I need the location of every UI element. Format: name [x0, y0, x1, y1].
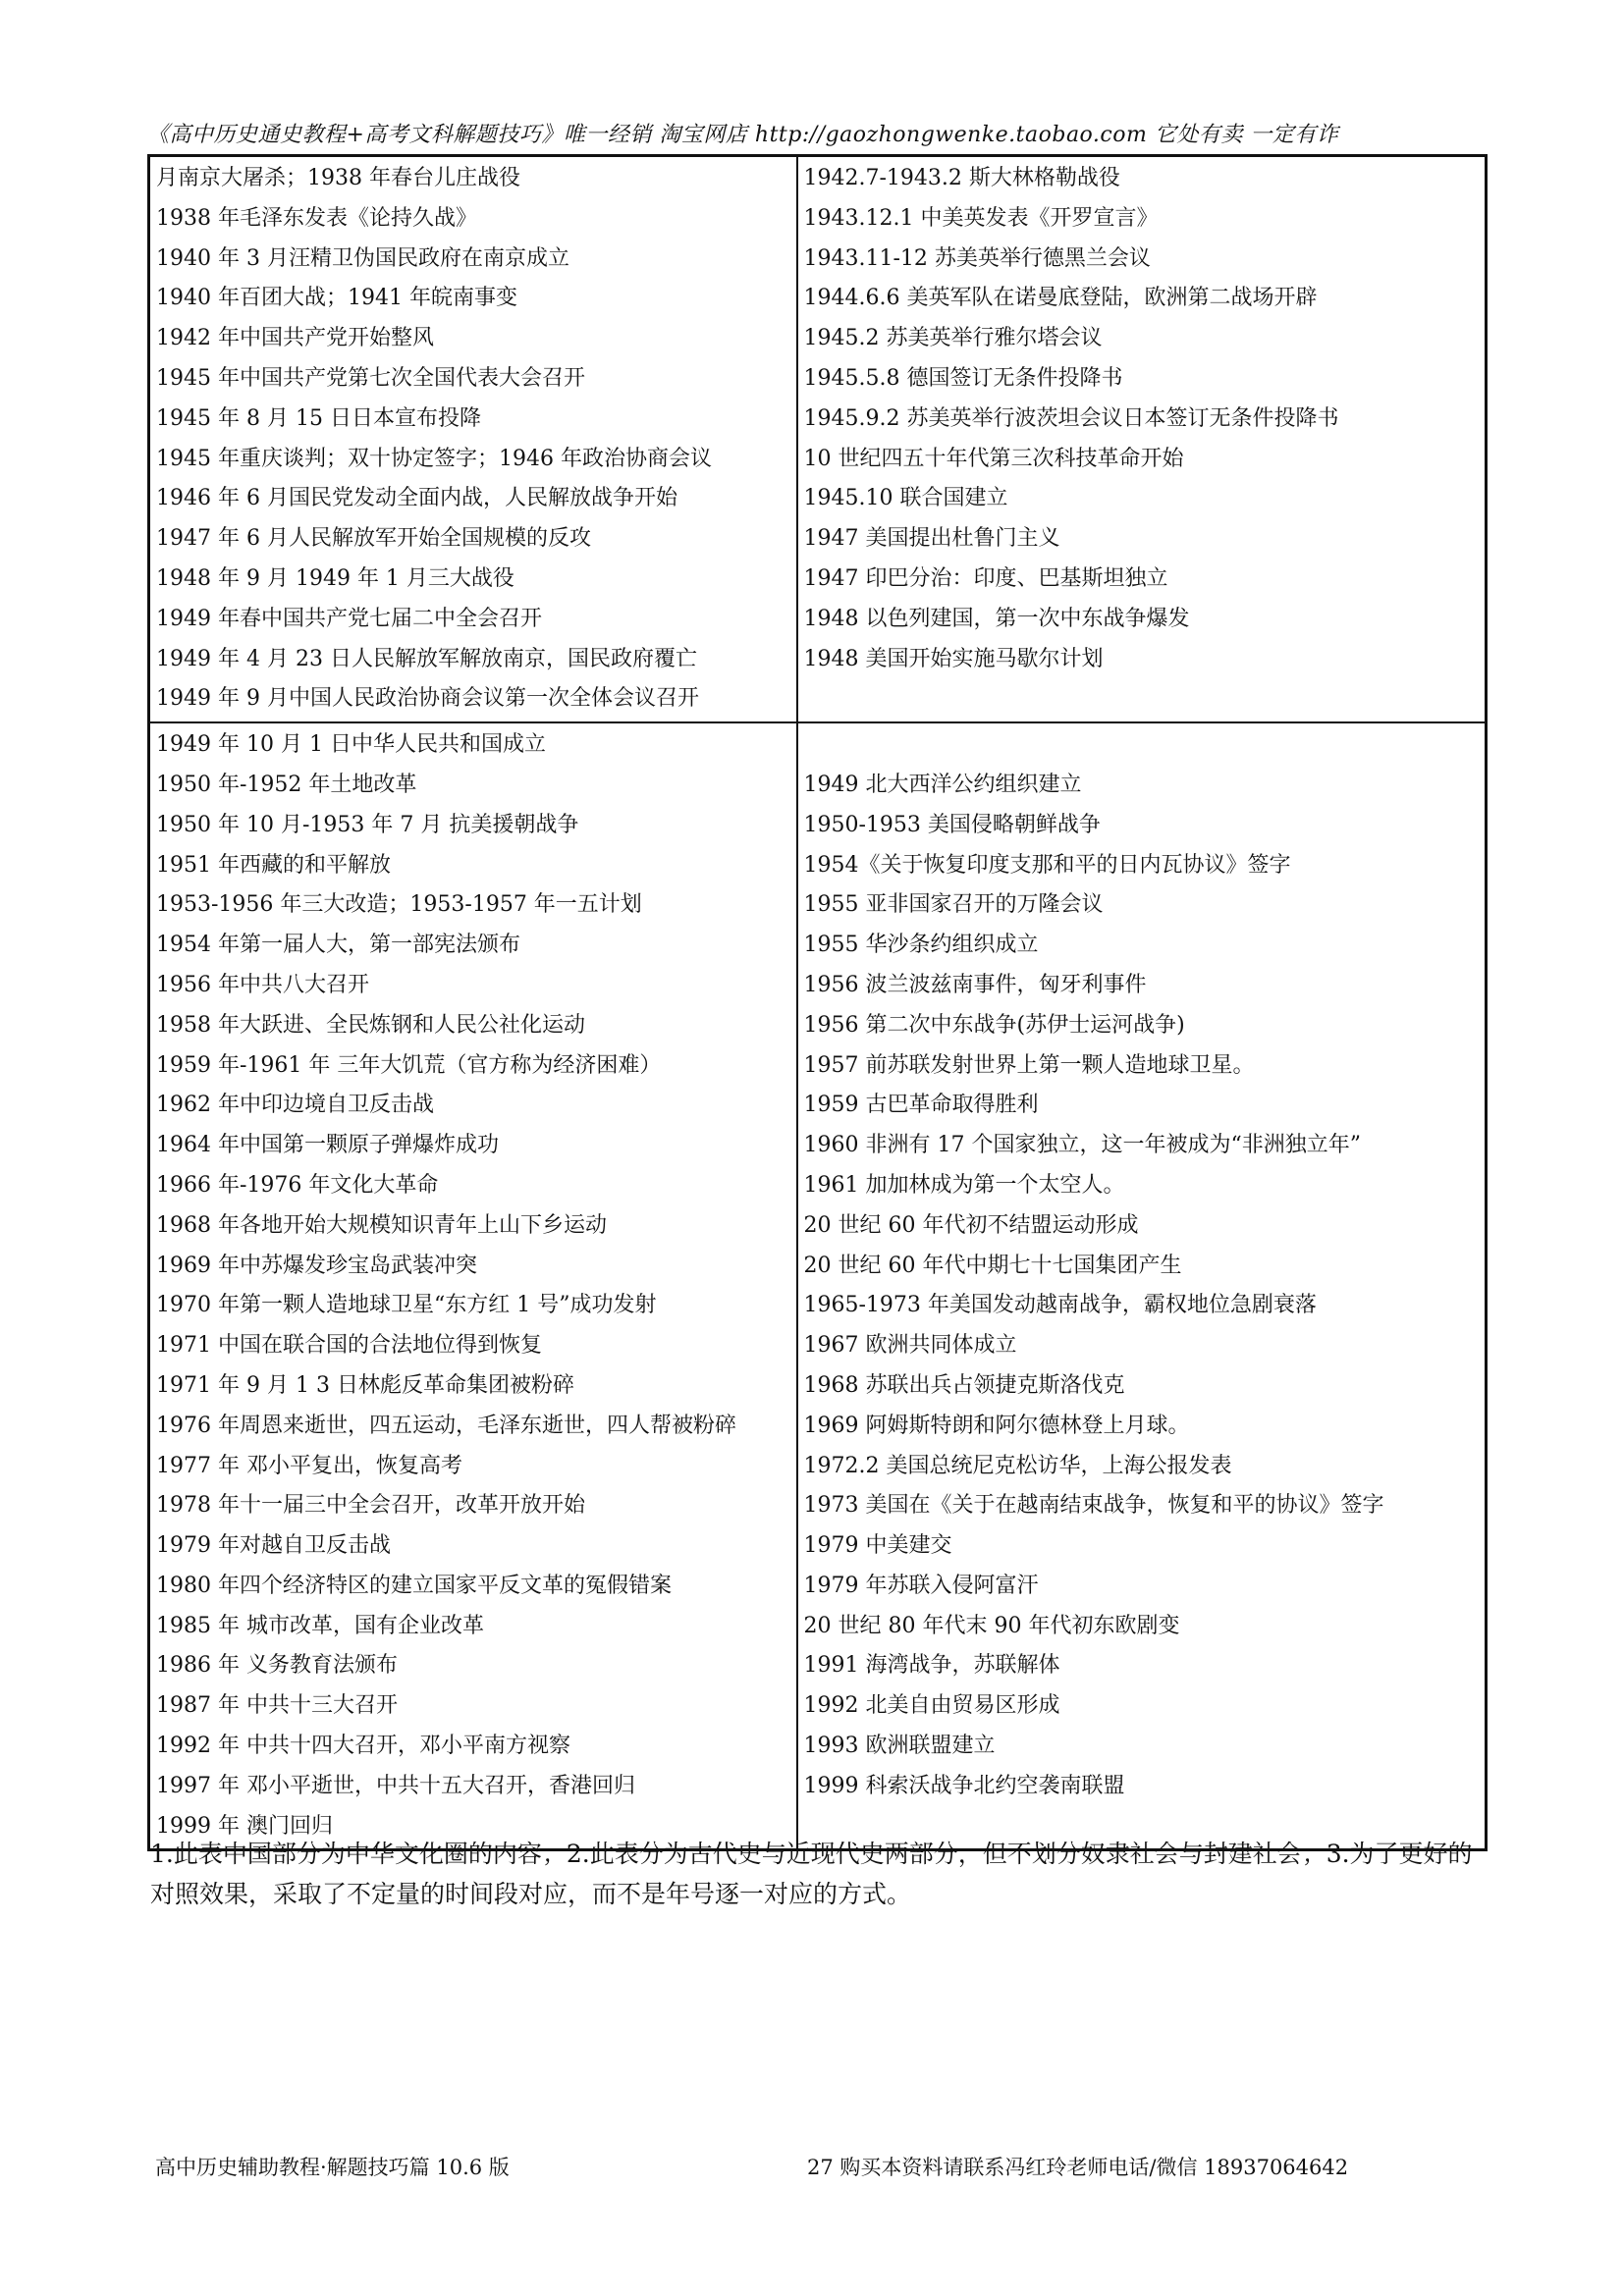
china-event: 1986 年 义务教育法颁布	[156, 1653, 398, 1679]
world-event: 1979 年苏联入侵阿富汗	[803, 1573, 1039, 1598]
china-event: 1976 年周恩来逝世，四五运动，毛泽东逝世，四人帮被粉碎	[156, 1413, 736, 1438]
world-event: 1948 美国开始实施马歇尔计划	[803, 646, 1104, 671]
world-event: 1949 北大西洋公约组织建立	[803, 772, 1082, 797]
world-event: 1956 第二次中东战争(苏伊士运河战争)	[803, 1012, 1185, 1038]
china-event: 1940 年 3 月汪精卫伪国民政府在南京成立	[156, 245, 569, 271]
world-event: 1957 前苏联发射世界上第一颗人造地球卫星。	[803, 1052, 1255, 1078]
china-event: 1949 年春中国共产党七届二中全会召开	[156, 606, 542, 631]
china-event: 1978 年十一届三中全会召开，改革开放开始	[156, 1493, 585, 1519]
world-event: 1999 科索沃战争北约空袭南联盟	[803, 1773, 1125, 1798]
world-event: 1945.10 联合国建立	[803, 486, 1008, 511]
table-footnote: 1.此表中国部分为中华文化圈的内容；2.此表分为古代史与近现代史两部分，但不划分奴隶社会与封建社会；3.为了更好的对照效果，采取了不定量的时间段对应，而不是年号逐一对应的方式。	[150, 1840, 1473, 1908]
china-event: 1962 年中印边境自卫反击战	[156, 1093, 434, 1118]
china-event: 1950 年 10 月-1953 年 7 月 抗美援朝战争	[156, 812, 579, 837]
world-event: 1944.6.6 美英军队在诺曼底登陆，欧洲第二战场开辟	[803, 286, 1318, 311]
china-event: 1992 年 中共十四大召开，邓小平南方视察	[156, 1734, 570, 1759]
world-event: 1942.7-1943.2 斯大林格勒战役	[803, 166, 1120, 190]
footer-book-title: 高中历史辅助教程·解题技巧篇 10.6 版	[155, 2156, 510, 2179]
china-event: 1964 年中国第一颗原子弹爆炸成功	[156, 1133, 499, 1158]
world-event: 1955 亚非国家召开的万隆会议	[803, 892, 1104, 918]
china-event: 1945 年中国共产党第七次全国代表大会召开	[156, 365, 585, 391]
world-event: 1979 中美建交	[803, 1533, 952, 1559]
world-event: 1945.2 苏美英举行雅尔塔会议	[803, 326, 1103, 351]
world-event: 1992 北美自由贸易区形成	[803, 1693, 1060, 1719]
china-column-cell	[149, 722, 797, 1850]
world-event: 20 世纪 60 年代初不结盟运动形成	[803, 1212, 1139, 1238]
table-row	[149, 156, 1487, 723]
world-event: 1993 欧洲联盟建立	[803, 1734, 996, 1759]
china-event: 1954 年第一届人大，第一部宪法颁布	[156, 933, 520, 958]
china-event: 1979 年对越自卫反击战	[156, 1533, 391, 1559]
world-event: 1956 波兰波兹南事件，匈牙利事件	[803, 972, 1147, 997]
world-event: 20 世纪 80 年代末 90 年代初东欧剧变	[803, 1613, 1180, 1638]
china-event: 1940 年百团大战；1941 年皖南事变	[156, 286, 517, 311]
china-event: 1945 年重庆谈判；双十协定签字；1946 年政治协商会议	[156, 446, 712, 471]
china-event: 1942 年中国共产党开始整风	[156, 326, 434, 351]
china-event: 1945 年 8 月 15 日日本宣布投降	[156, 405, 481, 431]
china-event: 1951 年西藏的和平解放	[156, 852, 391, 878]
china-event: 1971 中国在联合国的合法地位得到恢复	[156, 1333, 542, 1359]
china-event: 1987 年 中共十三大召开	[156, 1693, 398, 1719]
china-event: 1956 年中共八大召开	[156, 972, 369, 997]
timeline-table	[147, 154, 1488, 1851]
china-event: 1947 年 6 月人民解放军开始全国规模的反攻	[156, 526, 591, 552]
world-event: 1955 华沙条约组织成立	[803, 933, 1039, 958]
china-event: 1948 年 9 月 1949 年 1 月三大战役	[156, 565, 514, 591]
world-event: 1968 苏联出兵占领捷克斯洛伐克	[803, 1372, 1125, 1398]
world-event: 1991 海湾战争，苏联解体	[803, 1653, 1060, 1679]
china-event: 1950 年-1952 年土地改革	[156, 772, 417, 797]
table-row	[149, 722, 1487, 1850]
china-event: 1938 年毛泽东发表《论持久战》	[156, 205, 477, 231]
world-event: 1973 美国在《关于在越南结束战争，恢复和平的协议》签字	[803, 1493, 1384, 1519]
world-event: 1954《关于恢复印度支那和平的日内瓦协议》签字	[803, 852, 1291, 878]
china-event: 1985 年 城市改革，国有企业改革	[156, 1613, 484, 1638]
world-event: 1945.9.2 苏美英举行波茨坦会议日本签订无条件投降书	[803, 405, 1339, 431]
world-event: 1943.12.1 中美英发表《开罗宣言》	[803, 205, 1159, 231]
china-event: 1966 年-1976 年文化大革命	[156, 1172, 439, 1198]
world-column-cell	[797, 722, 1487, 1850]
world-column-cell	[797, 156, 1487, 723]
china-event: 月南京大屠杀；1938 年春台儿庄战役	[156, 166, 520, 190]
world-event: 1948 以色列建国，第一次中东战争爆发	[803, 606, 1190, 631]
world-event: 1950-1953 美国侵略朝鲜战争	[803, 812, 1101, 837]
world-event: 1961 加加林成为第一个太空人。	[803, 1172, 1125, 1198]
world-event: 1959 古巴革命取得胜利	[803, 1093, 1039, 1118]
china-event: 1999 年 澳门回归	[156, 1813, 333, 1839]
world-event	[804, 725, 1480, 766]
page-header: 《高中历史通史教程+高考文科解题技巧》唯一经销 淘宝网店 http://gaozhongwenke.taobao.com 它处有卖 一定有诈	[147, 123, 1339, 147]
china-event: 1971 年 9 月 1 3 日林彪反革命集团被粉碎	[156, 1372, 574, 1398]
world-event: 20 世纪 60 年代中期七十七国集团产生	[803, 1253, 1182, 1278]
world-event: 1947 印巴分治：印度、巴基斯坦独立	[803, 565, 1168, 591]
world-event: 1947 美国提出杜鲁门主义	[803, 526, 1060, 552]
world-event: 1969 阿姆斯特朗和阿尔德林登上月球。	[803, 1413, 1190, 1438]
china-event: 1970 年第一颗人造地球卫星“东方红 1 号”成功发射	[156, 1293, 657, 1318]
world-event: 1965-1973 年美国发动越南战争，霸权地位急剧衰落	[803, 1293, 1317, 1318]
footer-page-contact: 27 购买本资料请联系冯红玲老师电话/微信 18937064642	[807, 2156, 1349, 2179]
world-event: 1972.2 美国总统尼克松访华，上海公报发表	[803, 1453, 1232, 1478]
china-event: 1946 年 6 月国民党发动全面内战，人民解放战争开始	[156, 486, 677, 511]
china-event: 1968 年各地开始大规模知识青年上山下乡运动	[156, 1212, 607, 1238]
china-event: 1997 年 邓小平逝世，中共十五大召开，香港回归	[156, 1773, 635, 1798]
china-event: 1958 年大跃进、全民炼钢和人民公社化运动	[156, 1012, 585, 1038]
world-event: 1945.5.8 德国签订无条件投降书	[803, 365, 1123, 391]
world-event: 1967 欧洲共同体成立	[803, 1333, 1017, 1359]
china-event: 1977 年 邓小平复出，恢复高考	[156, 1453, 462, 1478]
world-event: 1960 非洲有 17 个国家独立，这一年被成为“非洲独立年”	[803, 1133, 1361, 1158]
china-column-cell	[149, 156, 797, 723]
china-event: 1949 年 4 月 23 日人民解放军解放南京，国民政府覆亡	[156, 646, 697, 671]
china-event: 1969 年中苏爆发珍宝岛武装冲突	[156, 1253, 477, 1278]
china-event: 1959 年-1961 年 三年大饥荒（官方称为经济困难）	[156, 1052, 662, 1078]
china-event: 1980 年四个经济特区的建立国家平反文革的冤假错案	[156, 1573, 672, 1598]
world-event: 1943.11-12 苏美英举行德黑兰会议	[803, 245, 1151, 271]
china-event: 1953-1956 年三大改造；1953-1957 年一五计划	[156, 892, 642, 918]
china-event: 1949 年 9 月中国人民政治协商会议第一次全体会议召开	[156, 686, 699, 712]
china-event: 1949 年 10 月 1 日中华人民共和国成立	[156, 732, 546, 758]
world-event: 10 世纪四五十年代第三次科技革命开始	[803, 446, 1184, 471]
